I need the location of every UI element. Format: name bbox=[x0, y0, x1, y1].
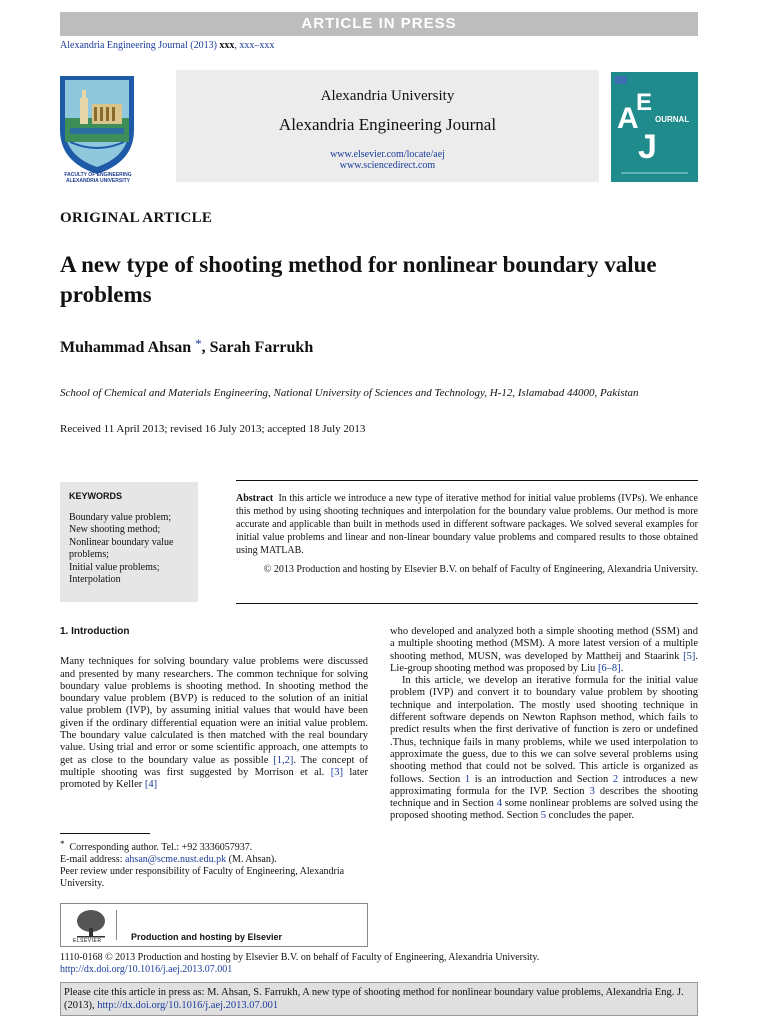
affiliation: School of Chemical and Materials Engineering, National University of Sciences and Technology, H-12, Islamabad 44000, Pakistan bbox=[60, 387, 639, 399]
reference-link[interactable]: [3] bbox=[330, 766, 343, 778]
sciencedirect-url-link[interactable]: www.sciencedirect.com bbox=[339, 160, 436, 171]
abstract bbox=[236, 492, 698, 557]
elsevier-hosting-text: Production and hosting by Elsevier bbox=[131, 932, 283, 942]
article-type: ORIGINAL ARTICLE bbox=[60, 210, 213, 226]
keywords-heading: KEYWORDS bbox=[69, 491, 123, 501]
section-link[interactable]: 1 bbox=[464, 773, 471, 785]
email-link[interactable]: ahsan@scme.nust.edu.pk bbox=[124, 854, 227, 865]
reference-link[interactable]: [6–8] bbox=[597, 662, 621, 674]
cover-word: OURNAL bbox=[655, 115, 690, 124]
abstract-heading: Abstract bbox=[236, 493, 274, 504]
journal-name: Alexandria Engineering Journal bbox=[278, 115, 497, 134]
cite-doi-link[interactable]: http://dx.doi.org/10.1016/j.aej.2013.07.001 bbox=[97, 999, 279, 1011]
issn-line: 1110-0168 © 2013 Production and hosting by Elsevier B.V. on behalf of Faculty of Engineering, Alexandria University. http://dx.doi.org/10.1016/j.aej.2013.07.001 bbox=[60, 952, 700, 976]
reference-link[interactable]: [1,2] bbox=[273, 754, 294, 766]
keywords-box bbox=[60, 482, 198, 602]
footnotes bbox=[60, 838, 368, 890]
cover-letter-j: J bbox=[638, 128, 657, 166]
elsevier-url-link[interactable]: www.elsevier.com/locate/aej bbox=[330, 149, 445, 160]
faculty-logo bbox=[56, 70, 138, 188]
cite-this-article-box: Please cite this article in press as: M. Ahsan, S. Farrukh, A new type of shooting method for nonlinear boundary value problems, Alexandria Eng. J. (2013), http://dx.doi.org/10.1016/j.aej.2013.07.001 bbox=[60, 982, 698, 1016]
journal-citation-line[interactable]: Alexandria Engineering Journal (2013) xxx, xxx–xxx bbox=[60, 40, 275, 51]
keyword-item: Nonlinear boundary value problems; bbox=[69, 536, 174, 560]
intro-heading: 1. Introduction bbox=[60, 626, 130, 637]
section-link[interactable]: 4 bbox=[496, 798, 502, 810]
intro-paragraph: who developed and analyzed both a simple shooting method (SSM) and a multiple shooting method (MSM). A more latest version of a multiple shooting method, MUSN, was developed by Mattheij and Staarink [5]. Lie-group shooting method was proposed by Liu [6–8]. bbox=[390, 626, 698, 674]
doi-link[interactable]: http://dx.doi.org/10.1016/j.aej.2013.07.001 bbox=[60, 964, 233, 975]
cover-letter-e: E bbox=[636, 89, 653, 116]
article-title: A new type of shooting method for nonlinear boundary value problems bbox=[60, 252, 657, 307]
elsevier-wordmark: ELSEVIER bbox=[73, 938, 102, 944]
article-in-press-banner: ARTICLE IN PRESS bbox=[60, 12, 698, 36]
abstract-text: In this article we introduce a new type of iterative method for initial value problems (IVPs). We enhance this method by using shooting techniques and interpolation for the boundary value problems. Our method is more accurate and applicable than built in methods used in different software packages. We solved several examples for initial value problems and linear and non-linear boundary value problems and compared results to those obtained using MATLAB. bbox=[236, 493, 698, 556]
keyword-item: New shooting method; bbox=[69, 524, 161, 535]
abstract-bottom-rule bbox=[236, 603, 698, 604]
section-link[interactable]: 3 bbox=[589, 785, 595, 797]
reference-link[interactable]: [4] bbox=[144, 779, 158, 791]
author-list: Muhammad Ahsan *, Sarah Farrukh bbox=[60, 336, 314, 356]
keyword-item: Boundary value problem; bbox=[69, 511, 172, 523]
faculty-caption: FACULTY OF ENGINEERING ALEXANDRIA UNIVERSITY bbox=[64, 172, 132, 184]
elsevier-hosting-box bbox=[60, 903, 368, 947]
keyword-item: Initial value problems; bbox=[69, 561, 160, 573]
intro-right-column bbox=[390, 626, 698, 823]
article-dates: Received 11 April 2013; revised 16 July 2013; accepted 18 July 2013 bbox=[60, 423, 366, 435]
abstract-top-rule bbox=[236, 480, 698, 481]
journal-header bbox=[176, 70, 599, 182]
corresponding-author-note: * Corresponding author. Tel.: +92 3336057937. bbox=[60, 839, 253, 853]
intro-left-column bbox=[60, 626, 368, 792]
intro-paragraph: Many techniques for solving boundary value problems were discussed and presented by many researchers. The common technique for solving boundary value problems is shooting method. In shooting method the boundary value problem (BVP) is reduced to the solution of an initial value problem (IVP), by assuming initial values that would have been given if the ordinary differential equation were an initial value problem. The boundary value calculated is then matched with the real boundary value. Using trial and error or some scientific approach, one attempts to get as close to the boundary value as possible [1,2]. The concept of multiple shooting was first suggested by Morrison et al. [3] later promoted by Keller [4] bbox=[60, 656, 369, 791]
university-name: Alexandria University bbox=[320, 88, 455, 104]
cover-art bbox=[611, 72, 698, 182]
elsevier-divider bbox=[116, 910, 117, 940]
intro-paragraph: In this article, we develop an iterative formula for the initial value problem (IVP) and convert it to boundary value problem by shooting technique and interpolation. The mostly used shooting technique in different software depends on Newton Raphson method, which fails to predict results when the first derivative of function is zero or undefined .Thus, technique fails in many problems, while we used interpolation to approximate the guess, due to this we can solve several problems using shooting method that could not be solved. This article is organized as follows. Section 1 is an introduction and Section 2 introduces a new approximating formula for the IVP. Section 3 describes the shooting technique and in Section 4 some nonlinear problems are solved using the proposed shooting method. Section 5 concludes the paper. bbox=[390, 675, 698, 822]
section-link[interactable]: 2 bbox=[612, 773, 619, 785]
keyword-item: Interpolation bbox=[69, 574, 121, 585]
email-note: E-mail address: ahsan@scme.nust.edu.pk (M. Ahsan). bbox=[60, 854, 277, 865]
reference-link[interactable]: [5] bbox=[683, 650, 696, 662]
cover-letter-a: A bbox=[617, 102, 639, 135]
section-link[interactable]: 5 bbox=[540, 810, 547, 822]
corresponding-author-link[interactable]: * bbox=[195, 336, 202, 351]
abstract-copyright: © 2013 Production and hosting by Elsevier B.V. on behalf of Faculty of Engineering, Alexandria University. bbox=[263, 564, 698, 575]
footnote-rule bbox=[60, 833, 150, 834]
journal-cover-image bbox=[611, 72, 698, 182]
peer-review-note: Peer review under responsibility of Faculty of Engineering, Alexandria University. bbox=[60, 866, 345, 889]
